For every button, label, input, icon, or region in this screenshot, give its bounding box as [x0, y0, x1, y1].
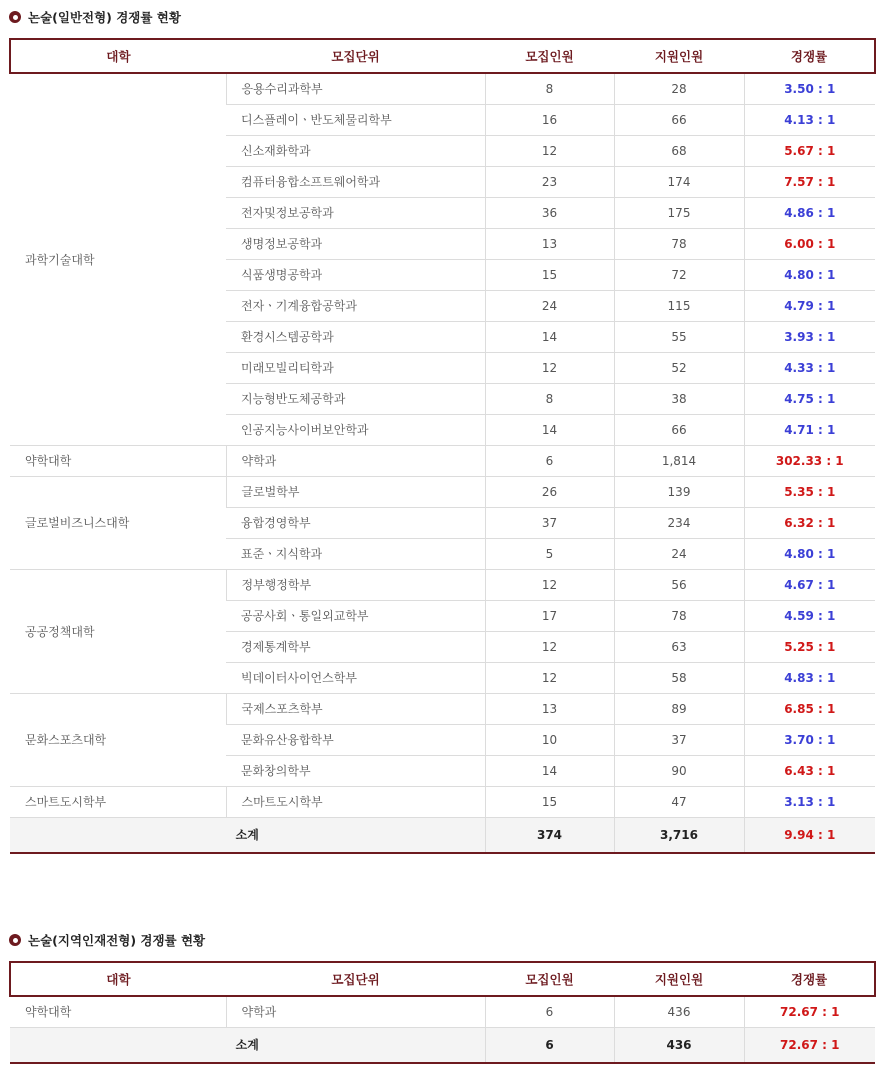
applicants-cell: 139: [614, 476, 744, 507]
college-cell: 글로벌비즈니스대학: [10, 476, 226, 569]
header-college: 대학: [10, 962, 226, 996]
rate-cell: 4.86 : 1: [744, 197, 875, 228]
rate-cell: 4.83 : 1: [744, 662, 875, 693]
unit-cell: 경제통계학부: [226, 631, 485, 662]
college-cell: 약학대학: [10, 996, 226, 1027]
quota-cell: 17: [485, 600, 614, 631]
unit-cell: 전자및정보공학과: [226, 197, 485, 228]
table-row: [10, 476, 875, 507]
unit-cell: 정부행정학부: [226, 569, 485, 600]
rate-cell: 6.00 : 1: [744, 228, 875, 259]
quota-cell: 26: [485, 476, 614, 507]
quota-cell: 6: [485, 996, 614, 1027]
unit-cell: 빅데이터사이언스학부: [226, 662, 485, 693]
rate-cell: 5.25 : 1: [744, 631, 875, 662]
quota-cell: 8: [485, 383, 614, 414]
rate-cell: 3.13 : 1: [744, 786, 875, 817]
table-body: [10, 996, 875, 1063]
quota-cell: 12: [485, 352, 614, 383]
rate-cell: 302.33 : 1: [744, 445, 875, 476]
total-label: 소계: [10, 817, 485, 853]
total-label: 소계: [10, 1027, 485, 1063]
rate-cell: 3.50 : 1: [744, 73, 875, 104]
unit-cell: 공공사회ㆍ통일외교학부: [226, 600, 485, 631]
rate-cell: 3.93 : 1: [744, 321, 875, 352]
quota-cell: 37: [485, 507, 614, 538]
unit-cell: 신소재화학과: [226, 135, 485, 166]
quota-cell: 36: [485, 197, 614, 228]
rate-cell: 4.33 : 1: [744, 352, 875, 383]
applicants-cell: 28: [614, 73, 744, 104]
table-row: [10, 569, 875, 600]
applicants-cell: 47: [614, 786, 744, 817]
unit-cell: 국제스포츠학부: [226, 693, 485, 724]
header-rate: 경쟁률: [744, 962, 875, 996]
quota-cell: 23: [485, 166, 614, 197]
header-unit: 모집단위: [226, 962, 485, 996]
quota-cell: 24: [485, 290, 614, 321]
unit-cell: 환경시스템공학과: [226, 321, 485, 352]
rate-cell: 4.71 : 1: [744, 414, 875, 445]
applicants-cell: 72: [614, 259, 744, 290]
table-row: [10, 445, 875, 476]
applicants-cell: 78: [614, 600, 744, 631]
applicants-cell: 63: [614, 631, 744, 662]
applicants-cell: 52: [614, 352, 744, 383]
applicants-cell: 24: [614, 538, 744, 569]
header-quota: 모집인원: [485, 39, 614, 73]
quota-cell: 5: [485, 538, 614, 569]
unit-cell: 문화창의학부: [226, 755, 485, 786]
unit-cell: 지능형반도체공학과: [226, 383, 485, 414]
table-row: [10, 786, 875, 817]
unit-cell: 글로벌학부: [226, 476, 485, 507]
rate-cell: 4.80 : 1: [744, 538, 875, 569]
unit-cell: 식품생명공학과: [226, 259, 485, 290]
unit-cell: 디스플레이ㆍ반도체물리학부: [226, 104, 485, 135]
header-rate: 경쟁률: [744, 39, 875, 73]
rate-cell: 4.59 : 1: [744, 600, 875, 631]
table-row: [10, 996, 875, 1027]
unit-cell: 문화유산융합학부: [226, 724, 485, 755]
rate-cell: 6.43 : 1: [744, 755, 875, 786]
unit-cell: 컴퓨터융합소프트웨어학과: [226, 166, 485, 197]
quota-cell: 14: [485, 321, 614, 352]
applicants-cell: 58: [614, 662, 744, 693]
college-cell: 스마트도시학부: [10, 786, 226, 817]
rate-cell: 3.70 : 1: [744, 724, 875, 755]
table-body: [10, 73, 875, 853]
quota-cell: 12: [485, 662, 614, 693]
section-title-regional: [9, 931, 205, 949]
section-title-text: 논술(일반전형) 경쟁률 현황: [28, 10, 181, 25]
total-quota: 374: [485, 817, 614, 853]
table-row: [10, 73, 875, 104]
unit-cell: 미래모빌리티학과: [226, 352, 485, 383]
quota-cell: 12: [485, 569, 614, 600]
rate-cell: 7.57 : 1: [744, 166, 875, 197]
college-cell: 약학대학: [10, 445, 226, 476]
quota-cell: 14: [485, 414, 614, 445]
applicants-cell: 115: [614, 290, 744, 321]
unit-cell: 응용수리과학부: [226, 73, 485, 104]
applicants-cell: 66: [614, 414, 744, 445]
header-applicants: 지원인원: [614, 962, 744, 996]
quota-cell: 6: [485, 445, 614, 476]
header-applicants: 지원인원: [614, 39, 744, 73]
applicants-cell: 55: [614, 321, 744, 352]
applicants-cell: 174: [614, 166, 744, 197]
rate-cell: 4.75 : 1: [744, 383, 875, 414]
header-college: 대학: [10, 39, 226, 73]
rate-cell: 6.32 : 1: [744, 507, 875, 538]
unit-cell: 인공지능사이버보안학과: [226, 414, 485, 445]
unit-cell: 융합경영학부: [226, 507, 485, 538]
rate-cell: 72.67 : 1: [744, 996, 875, 1027]
quota-cell: 8: [485, 73, 614, 104]
rate-cell: 6.85 : 1: [744, 693, 875, 724]
total-applicants: 436: [614, 1027, 744, 1063]
applicants-cell: 175: [614, 197, 744, 228]
unit-cell: 생명정보공학과: [226, 228, 485, 259]
quota-cell: 12: [485, 135, 614, 166]
unit-cell: 표준ㆍ지식학과: [226, 538, 485, 569]
total-applicants: 3,716: [614, 817, 744, 853]
applicants-cell: 1,814: [614, 445, 744, 476]
applicants-cell: 78: [614, 228, 744, 259]
applicants-cell: 89: [614, 693, 744, 724]
quota-cell: 15: [485, 259, 614, 290]
quota-cell: 10: [485, 724, 614, 755]
college-cell: 공공정책대학: [10, 569, 226, 693]
competition-table-regional: [9, 961, 876, 1064]
total-rate: 9.94 : 1: [744, 817, 875, 853]
circle-bullet-icon: [9, 934, 21, 946]
rate-cell: 5.67 : 1: [744, 135, 875, 166]
table-header-row: [10, 39, 875, 73]
unit-cell: 스마트도시학부: [226, 786, 485, 817]
unit-cell: 전자ㆍ기계융합공학과: [226, 290, 485, 321]
quota-cell: 16: [485, 104, 614, 135]
college-cell: 과학기술대학: [10, 73, 226, 445]
section-title-general: [9, 8, 181, 26]
competition-table-general: [9, 38, 876, 854]
header-unit: 모집단위: [226, 39, 485, 73]
total-quota: 6: [485, 1027, 614, 1063]
rate-cell: 4.79 : 1: [744, 290, 875, 321]
total-row: [10, 817, 875, 853]
table-row: [10, 693, 875, 724]
applicants-cell: 436: [614, 996, 744, 1027]
unit-cell: 약학과: [226, 445, 485, 476]
quota-cell: 13: [485, 228, 614, 259]
quota-cell: 14: [485, 755, 614, 786]
section-title-text: 논술(지역인재전형) 경쟁률 현황: [28, 933, 206, 948]
rate-cell: 4.13 : 1: [744, 104, 875, 135]
applicants-cell: 66: [614, 104, 744, 135]
total-rate: 72.67 : 1: [744, 1027, 875, 1063]
table-header-row: [10, 962, 875, 996]
total-row: [10, 1027, 875, 1063]
quota-cell: 12: [485, 631, 614, 662]
unit-cell: 약학과: [226, 996, 485, 1027]
applicants-cell: 56: [614, 569, 744, 600]
header-quota: 모집인원: [485, 962, 614, 996]
applicants-cell: 68: [614, 135, 744, 166]
college-cell: 문화스포츠대학: [10, 693, 226, 786]
rate-cell: 5.35 : 1: [744, 476, 875, 507]
quota-cell: 15: [485, 786, 614, 817]
circle-bullet-icon: [9, 11, 21, 23]
quota-cell: 13: [485, 693, 614, 724]
applicants-cell: 37: [614, 724, 744, 755]
rate-cell: 4.80 : 1: [744, 259, 875, 290]
rate-cell: 4.67 : 1: [744, 569, 875, 600]
applicants-cell: 234: [614, 507, 744, 538]
applicants-cell: 90: [614, 755, 744, 786]
applicants-cell: 38: [614, 383, 744, 414]
